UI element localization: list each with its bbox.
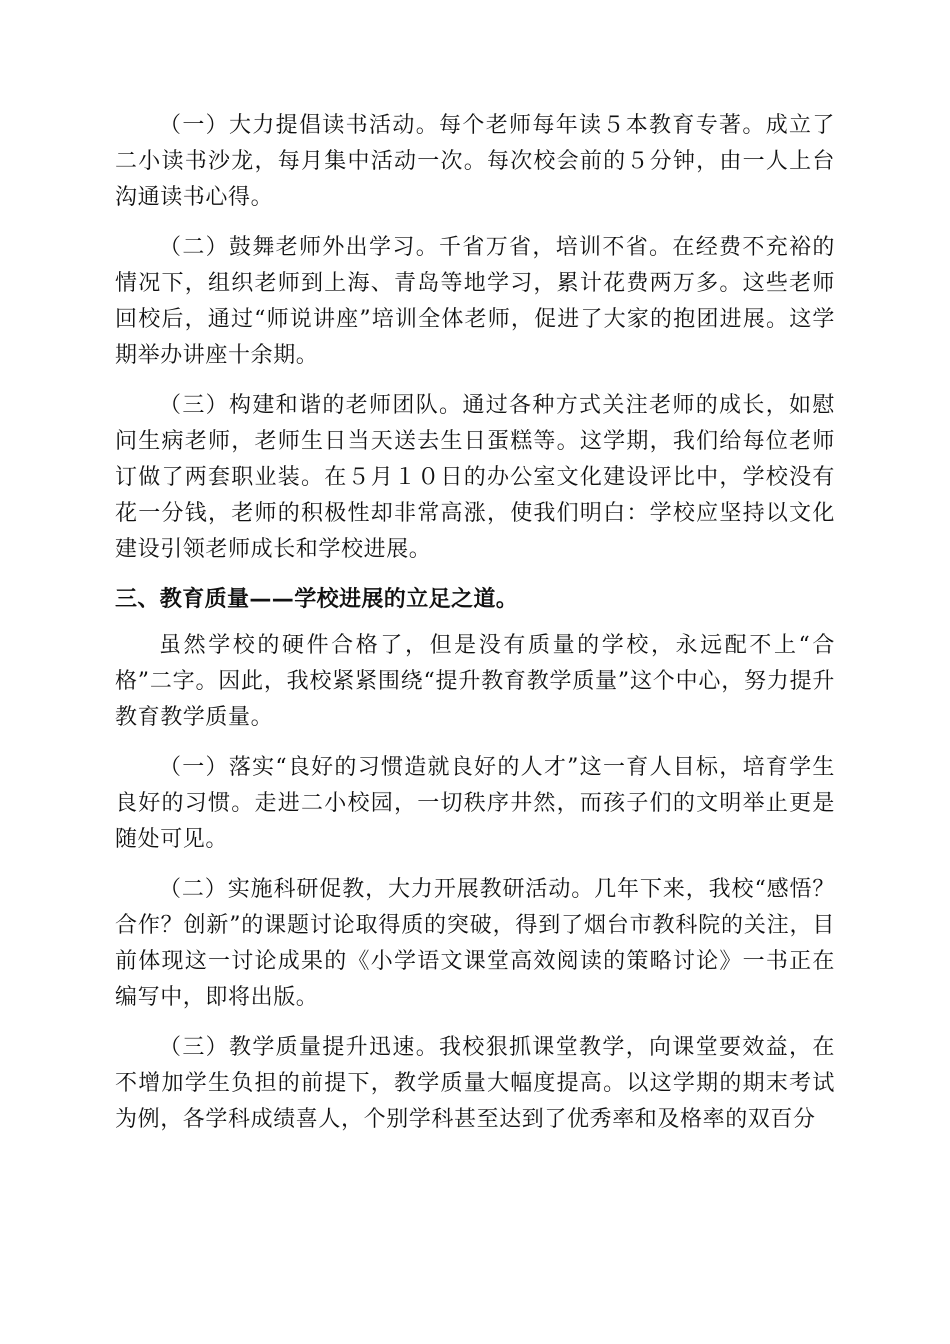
paragraph-quality-intro: 虽然学校的硬件合格了，但是没有质量的学校，永远配不上“合格”二字。因此，我校紧紧围绕“提升教育教学质量”这个中心，努力提升教育教学质量。 bbox=[115, 633, 835, 730]
paragraph-teaching-quality: （三）教学质量提升迅速。我校狠抓课堂教学，向课堂要效益，在不增加学生负担的前提下，教学质量大幅度提高。以这学期的期末考试为例，各学科成绩喜人，个别学科甚至达到了优秀率和及格率的双百分 bbox=[115, 1035, 835, 1132]
paragraph-good-habits: （一）落实“良好的习惯造就良好的人才”这一育人目标，培育学生良好的习惯。走进二小校园，一切秩序井然，而孩子们的文明举止更是随处可见。 bbox=[115, 755, 835, 852]
section-heading-education-quality: 三、教育质量——学校进展的立足之道。 bbox=[115, 587, 519, 612]
paragraph-teacher-team: （三）构建和谐的老师团队。通过各种方式关注老师的成长，如慰问生病老师，老师生日当天送去生日蛋糕等。这学期，我们给每位老师订做了两套职业装。在５月１０日的办公室文化建设评比中，学校没有花一分钱，老师的积极性却非常高涨，使我们明白：学校应坚持以文化建设引领老师成长和学校进展。 bbox=[115, 393, 835, 562]
paragraph-research-teaching: （二）实施科研促教，大力开展教研活动。几年下来，我校“感悟？合作？创新”的课题讨论取得质的突破，得到了烟台市教科院的关注，目前体现这一讨论成果的《小学语文课堂高效阅读的策略讨论》一书正在编写中，即将出版。 bbox=[115, 877, 835, 1010]
paragraph-external-study: （二）鼓舞老师外出学习。千省万省，培训不省。在经费不充裕的情况下，组织老师到上海、青岛等地学习，累计花费两万多。这些老师回校后，通过“师说讲座”培训全体老师，促进了大家的抱团进展。这学期举办讲座十余期。 bbox=[115, 235, 835, 368]
document-page bbox=[115, 108, 835, 1152]
paragraph-reading-activity: （一）大力提倡读书活动。每个老师每年读５本教育专著。成立了二小读书沙龙，每月集中活动一次。每次校会前的５分钟，由一人上台沟通读书心得。 bbox=[115, 113, 835, 210]
